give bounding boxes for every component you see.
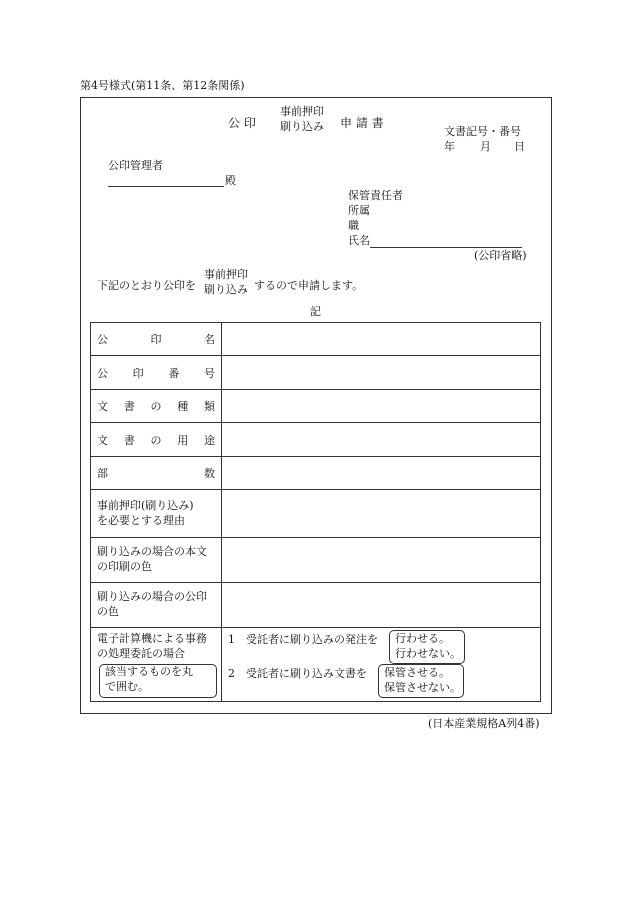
request-prefix: 下記のとおり公印を	[97, 279, 196, 292]
copies-value[interactable]	[222, 457, 541, 490]
label-char: 印	[150, 333, 162, 346]
addressee-honorific: 殿	[225, 174, 236, 187]
label-char: 号	[203, 366, 215, 380]
label-char: 書	[123, 433, 135, 447]
table-row	[91, 538, 541, 583]
seal-color-label-line2: の色	[97, 605, 119, 618]
text-color-value[interactable]	[222, 538, 541, 583]
label-char: 数	[204, 467, 215, 480]
doc-use-value[interactable]	[222, 423, 541, 457]
request-alt-top: 事前押印	[204, 268, 248, 281]
table-row	[91, 356, 541, 390]
table-row	[91, 490, 541, 538]
date-month: 月	[480, 140, 491, 153]
date-day: 日	[514, 140, 525, 153]
text-color-label-line2: の印刷の色	[97, 560, 152, 573]
applicant-title: 保管責任者	[348, 189, 403, 202]
label-char: 番	[168, 366, 180, 380]
option2-choice-b[interactable]: 保管させない。	[384, 681, 461, 694]
label-char: の	[150, 433, 162, 447]
footer-standard-note: (日本産業規格A列4番)	[428, 717, 540, 730]
doc-type-value[interactable]	[222, 390, 541, 423]
computer-label-line1: 電子計算機による事務	[97, 632, 207, 645]
label-char: 種	[177, 400, 189, 413]
doc-type-label	[91, 390, 222, 423]
option2-choice-a[interactable]: 保管させる。	[384, 666, 450, 679]
seal-name-value[interactable]	[222, 323, 541, 356]
label-char: 公	[97, 333, 108, 346]
seal-color-value[interactable]	[222, 583, 541, 628]
request-alt-bottom: 刷り込み	[204, 283, 248, 296]
seal-color-label	[91, 583, 222, 628]
applicant-name: 氏名	[348, 234, 370, 247]
heading-application: 申 請 書	[340, 116, 384, 130]
applicant-position: 職	[348, 219, 359, 232]
addressee-line	[108, 186, 224, 187]
label-char: 用	[177, 433, 189, 447]
reason-value[interactable]	[222, 490, 541, 538]
reason-label-line2: を必要とする理由	[97, 513, 185, 527]
heading-seal: 公 印	[228, 116, 256, 130]
table-row	[91, 457, 541, 490]
label-char: 文	[97, 433, 108, 447]
applicant-dept: 所属	[348, 204, 370, 217]
label-char: 公	[97, 366, 108, 380]
heading-alt-bottom: 刷り込み	[280, 120, 324, 133]
table-row	[91, 423, 541, 457]
doc-number-label: 文書記号・番号	[444, 125, 521, 138]
ki-label: 記	[310, 305, 321, 318]
option1-text: 1 受託者に刷り込みの発注を	[228, 633, 378, 646]
reason-label-line1: 事前押印(刷り込み)	[97, 498, 194, 512]
doc-use-label	[91, 423, 222, 457]
request-suffix: するので申請します。	[254, 279, 364, 292]
option1-choice-b[interactable]: 行わせない。	[395, 647, 461, 660]
seal-number-value[interactable]	[222, 356, 541, 390]
table-row	[91, 390, 541, 423]
label-char: の	[150, 400, 162, 413]
option2-text: 2 受託者に刷り込み文書を	[228, 667, 367, 680]
addressee-title: 公印管理者	[108, 159, 163, 172]
label-char: 類	[204, 400, 215, 413]
table-row	[91, 583, 541, 628]
seal-name-label	[91, 323, 222, 356]
heading-alt-top: 事前押印	[280, 105, 324, 118]
label-char: 印	[132, 366, 144, 380]
table-row	[91, 323, 541, 356]
copies-label	[91, 457, 222, 490]
label-char: 途	[204, 433, 215, 447]
label-char: 部	[97, 467, 108, 480]
seal-number-label	[91, 356, 222, 390]
seal-color-label-line1: 刷り込みの場合の公印	[97, 590, 207, 604]
option1-choice-a[interactable]: 行わせる。	[395, 632, 450, 645]
applicant-name-line	[370, 247, 522, 248]
seal-omitted-note: (公印省略)	[474, 249, 527, 262]
date-year: 年	[444, 140, 455, 153]
form-title: 第4号様式(第11条、第12条関係)	[80, 79, 245, 92]
label-char: 書	[123, 400, 135, 413]
circle-note-line1: 該当するものを丸	[105, 665, 193, 678]
text-color-label-line1: 刷り込みの場合の本文	[97, 545, 207, 559]
reason-label	[91, 490, 222, 538]
computer-label-line2: の処理委託の場合	[97, 647, 185, 660]
circle-note-line2: で囲む。	[105, 680, 149, 693]
label-char: 文	[97, 400, 108, 413]
text-color-label	[91, 538, 222, 583]
label-char: 名	[204, 333, 215, 346]
